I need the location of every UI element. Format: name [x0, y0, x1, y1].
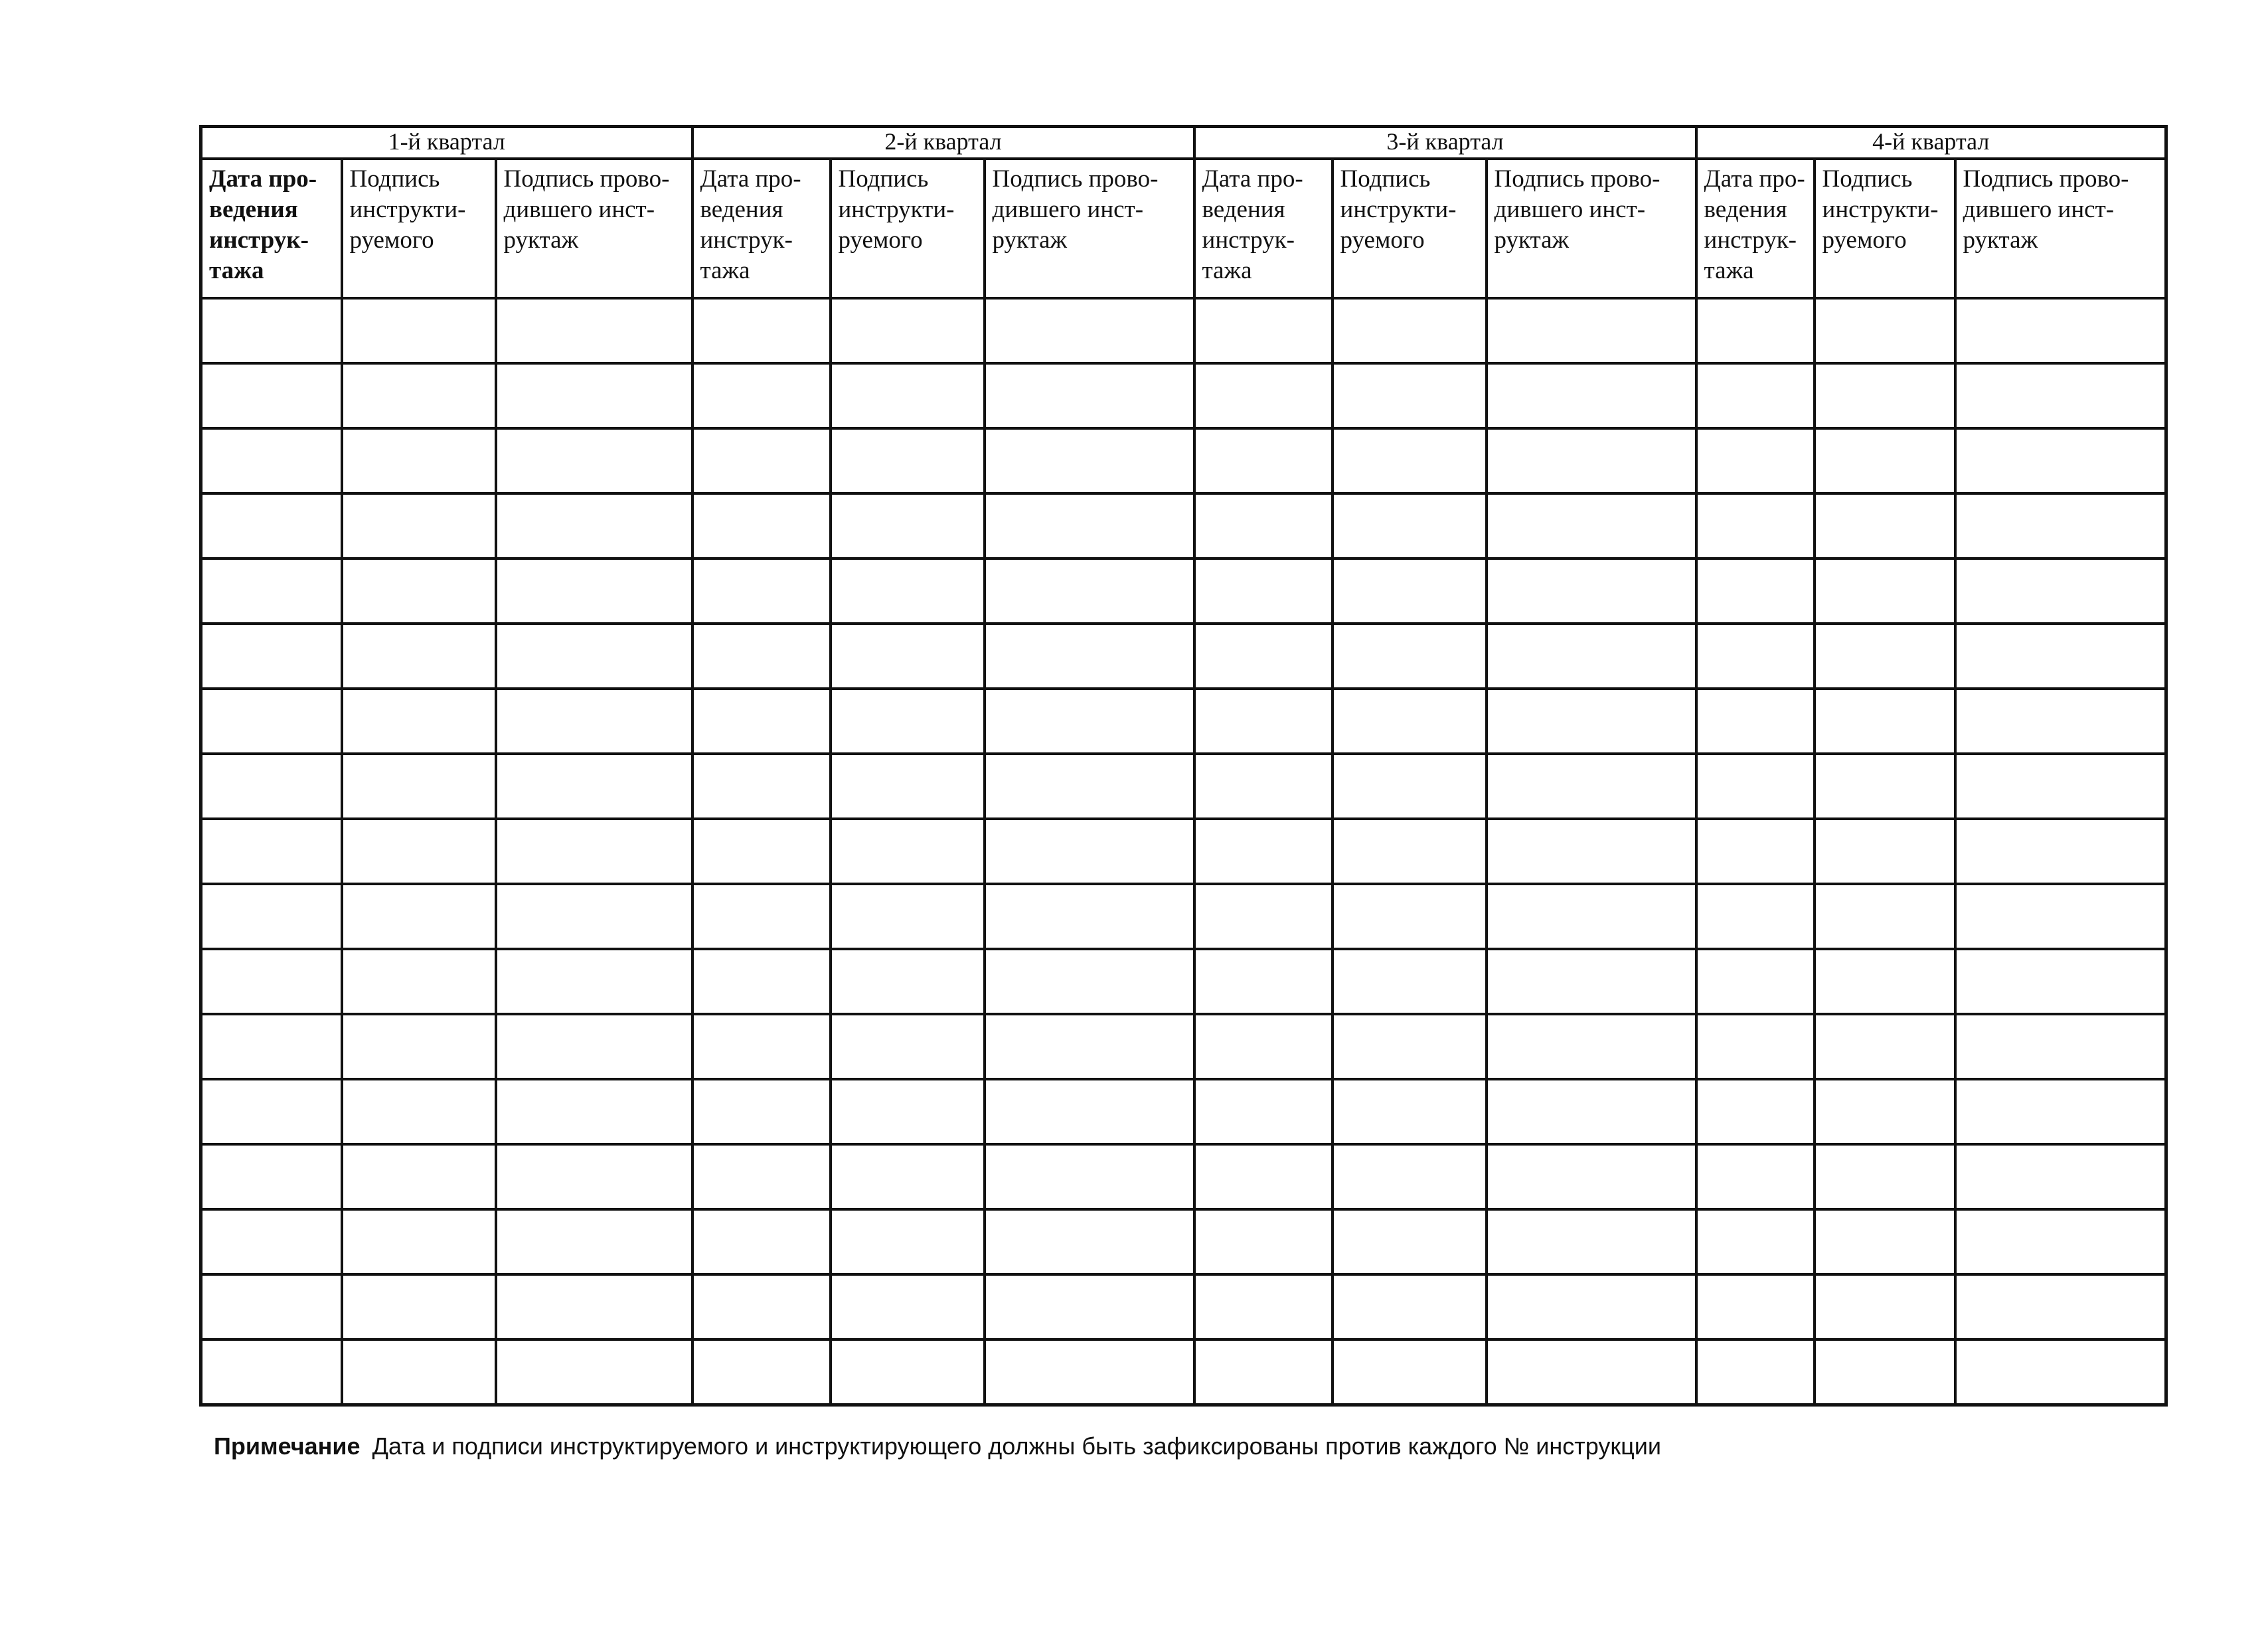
table-cell — [201, 1339, 342, 1405]
table-cell — [1333, 298, 1487, 363]
table-row — [201, 493, 2166, 558]
table-cell — [201, 754, 342, 819]
table-cell — [1696, 493, 1815, 558]
table-cell — [1487, 493, 1696, 558]
table-cell — [831, 1014, 985, 1079]
table-cell — [1815, 1014, 1955, 1079]
table-cell — [1487, 1014, 1696, 1079]
table-cell — [1487, 949, 1696, 1014]
table-cell — [496, 428, 692, 493]
table-cell — [692, 1274, 831, 1339]
table-cell — [201, 1079, 342, 1144]
table-cell — [831, 884, 985, 949]
table-cell — [1955, 689, 2166, 754]
table-cell — [1696, 819, 1815, 884]
table-cell — [692, 298, 831, 363]
table-cell — [692, 949, 831, 1014]
table-cell — [1487, 819, 1696, 884]
table-cell — [1955, 754, 2166, 819]
table-cell — [831, 689, 985, 754]
table-cell — [496, 754, 692, 819]
q3-date-header: Дата про- ведения инструк- тажа — [1194, 159, 1333, 298]
table-cell — [985, 1209, 1194, 1274]
table-cell — [342, 949, 496, 1014]
table-cell — [1815, 298, 1955, 363]
table-cell — [342, 689, 496, 754]
q2-instructed-signature-header: Подпись инструкти- руемого — [831, 159, 985, 298]
table-cell — [1815, 624, 1955, 689]
table-cell — [831, 558, 985, 624]
table-cell — [1696, 624, 1815, 689]
table-cell — [1955, 1014, 2166, 1079]
table-cell — [496, 298, 692, 363]
column-header-row — [201, 159, 2166, 298]
table-cell — [1333, 1079, 1487, 1144]
table-row — [201, 1144, 2166, 1209]
table-cell — [831, 363, 985, 428]
table-row — [201, 624, 2166, 689]
table-cell — [201, 819, 342, 884]
table-cell — [1194, 624, 1333, 689]
table-cell — [201, 949, 342, 1014]
table-cell — [985, 689, 1194, 754]
table-cell — [496, 1079, 692, 1144]
table-cell — [1815, 1274, 1955, 1339]
table-cell — [985, 558, 1194, 624]
table-cell — [692, 1339, 831, 1405]
table-cell — [496, 1014, 692, 1079]
table-cell — [1815, 493, 1955, 558]
table-cell — [1955, 1079, 2166, 1144]
q1-date-header: Дата про- ведения инструк- тажа — [201, 159, 342, 298]
table-cell — [496, 1339, 692, 1405]
table-cell — [1696, 689, 1815, 754]
table-cell — [1487, 1079, 1696, 1144]
table-cell — [201, 298, 342, 363]
table-cell — [201, 624, 342, 689]
table-cell — [201, 884, 342, 949]
table-cell — [1194, 1274, 1333, 1339]
table-cell — [201, 689, 342, 754]
table-cell — [342, 493, 496, 558]
table-cell — [985, 1339, 1194, 1405]
q2-instructor-signature-header: Подпись прово- дившего инст- руктаж — [985, 159, 1194, 298]
table-cell — [1487, 363, 1696, 428]
instruction-log-sheet — [199, 125, 2164, 1407]
q4-instructor-signature-header: Подпись прово- дившего инст- руктаж — [1955, 159, 2166, 298]
table-cell — [342, 754, 496, 819]
table-cell — [1815, 689, 1955, 754]
table-cell — [1487, 689, 1696, 754]
table-cell — [1955, 493, 2166, 558]
table-cell — [1696, 1144, 1815, 1209]
table-cell — [1194, 493, 1333, 558]
table-cell — [1333, 949, 1487, 1014]
table-cell — [1696, 1339, 1815, 1405]
table-cell — [831, 624, 985, 689]
table-cell — [496, 949, 692, 1014]
table-cell — [342, 884, 496, 949]
table-row — [201, 1274, 2166, 1339]
quarter-4-header: 4-й квартал — [1696, 127, 2166, 159]
table-row — [201, 428, 2166, 493]
table-cell — [1815, 363, 1955, 428]
table-cell — [692, 819, 831, 884]
instruction-log-table — [199, 125, 2168, 1407]
table-cell — [342, 624, 496, 689]
table-cell — [692, 363, 831, 428]
table-cell — [1333, 1339, 1487, 1405]
table-cell — [1194, 689, 1333, 754]
table-cell — [692, 689, 831, 754]
table-cell — [1696, 949, 1815, 1014]
table-row — [201, 1209, 2166, 1274]
table-cell — [1487, 428, 1696, 493]
table-cell — [1333, 558, 1487, 624]
table-cell — [1487, 1339, 1696, 1405]
table-cell — [1955, 558, 2166, 624]
table-cell — [692, 884, 831, 949]
table-cell — [1194, 1079, 1333, 1144]
table-cell — [496, 1274, 692, 1339]
table-cell — [1333, 428, 1487, 493]
table-row — [201, 298, 2166, 363]
table-cell — [1333, 624, 1487, 689]
table-cell — [1487, 558, 1696, 624]
q4-date-header: Дата про- ведения инструк- тажа — [1696, 159, 1815, 298]
table-cell — [1194, 1209, 1333, 1274]
table-cell — [831, 1274, 985, 1339]
table-cell — [1815, 558, 1955, 624]
table-cell — [1487, 884, 1696, 949]
table-cell — [1333, 689, 1487, 754]
table-row — [201, 884, 2166, 949]
table-row — [201, 558, 2166, 624]
table-cell — [831, 754, 985, 819]
table-cell — [1487, 754, 1696, 819]
table-cell — [1333, 754, 1487, 819]
table-cell — [1696, 558, 1815, 624]
table-cell — [1955, 298, 2166, 363]
table-cell — [1955, 884, 2166, 949]
table-cell — [692, 1079, 831, 1144]
table-cell — [985, 819, 1194, 884]
table-cell — [1955, 819, 2166, 884]
table-cell — [1333, 819, 1487, 884]
table-cell — [1194, 1144, 1333, 1209]
table-cell — [496, 819, 692, 884]
table-cell — [1815, 949, 1955, 1014]
table-cell — [1487, 1144, 1696, 1209]
table-cell — [1815, 428, 1955, 493]
table-cell — [831, 1209, 985, 1274]
table-cell — [1194, 1339, 1333, 1405]
table-cell — [342, 1209, 496, 1274]
table-row — [201, 754, 2166, 819]
table-cell — [496, 558, 692, 624]
table-cell — [1194, 1014, 1333, 1079]
q1-instructed-signature-header: Подпись инструкти- руемого — [342, 159, 496, 298]
table-cell — [342, 1339, 496, 1405]
table-cell — [496, 884, 692, 949]
table-cell — [342, 428, 496, 493]
table-cell — [1815, 819, 1955, 884]
note-text: Дата и подписи инструктируемого и инструктирующего должны быть зафиксированы против каждого № инструкции — [372, 1432, 1661, 1460]
table-cell — [1696, 428, 1815, 493]
table-cell — [985, 1079, 1194, 1144]
table-cell — [342, 1079, 496, 1144]
q3-instructed-signature-header: Подпись инструкти- руемого — [1333, 159, 1487, 298]
q3-instructor-signature-header: Подпись прово- дившего инст- руктаж — [1487, 159, 1696, 298]
table-cell — [1696, 1079, 1815, 1144]
table-cell — [692, 1144, 831, 1209]
table-cell — [496, 493, 692, 558]
table-row — [201, 689, 2166, 754]
table-row — [201, 1079, 2166, 1144]
table-cell — [1194, 884, 1333, 949]
table-cell — [831, 298, 985, 363]
table-cell — [1194, 558, 1333, 624]
table-cell — [1696, 884, 1815, 949]
table-cell — [1815, 1144, 1955, 1209]
footnote — [214, 1431, 1661, 1462]
table-cell — [1333, 493, 1487, 558]
quarter-1-header: 1-й квартал — [201, 127, 692, 159]
table-cell — [1487, 298, 1696, 363]
table-cell — [1696, 298, 1815, 363]
table-cell — [201, 363, 342, 428]
table-row — [201, 1014, 2166, 1079]
table-cell — [1955, 624, 2166, 689]
table-cell — [1487, 1209, 1696, 1274]
table-cell — [496, 624, 692, 689]
table-cell — [985, 493, 1194, 558]
table-row — [201, 819, 2166, 884]
table-cell — [1487, 1274, 1696, 1339]
table-cell — [1194, 363, 1333, 428]
table-cell — [831, 428, 985, 493]
table-cell — [201, 558, 342, 624]
table-cell — [692, 624, 831, 689]
table-cell — [1955, 1209, 2166, 1274]
table-cell — [985, 884, 1194, 949]
table-cell — [1333, 1209, 1487, 1274]
table-cell — [342, 298, 496, 363]
note-label: Примечание — [214, 1432, 361, 1460]
table-cell — [201, 493, 342, 558]
table-cell — [985, 428, 1194, 493]
table-cell — [201, 1014, 342, 1079]
table-cell — [985, 1144, 1194, 1209]
q1-instructor-signature-header: Подпись прово- дившего инст- руктаж — [496, 159, 692, 298]
table-cell — [1815, 1079, 1955, 1144]
table-cell — [831, 1144, 985, 1209]
table-cell — [1487, 624, 1696, 689]
log-body — [201, 298, 2166, 1405]
q4-instructed-signature-header: Подпись инструкти- руемого — [1815, 159, 1955, 298]
table-cell — [1333, 363, 1487, 428]
table-cell — [496, 363, 692, 428]
table-cell — [1955, 428, 2166, 493]
quarter-3-header: 3-й квартал — [1194, 127, 1696, 159]
table-cell — [1194, 819, 1333, 884]
table-cell — [692, 558, 831, 624]
table-cell — [342, 363, 496, 428]
table-cell — [201, 1144, 342, 1209]
table-cell — [496, 1144, 692, 1209]
table-cell — [692, 493, 831, 558]
table-cell — [1333, 1274, 1487, 1339]
table-cell — [1955, 1274, 2166, 1339]
table-cell — [1815, 1339, 1955, 1405]
table-cell — [1815, 884, 1955, 949]
table-cell — [985, 1014, 1194, 1079]
table-cell — [831, 1079, 985, 1144]
table-cell — [201, 1274, 342, 1339]
table-cell — [831, 493, 985, 558]
table-row — [201, 363, 2166, 428]
table-cell — [831, 819, 985, 884]
table-row — [201, 1339, 2166, 1405]
table-cell — [1696, 1274, 1815, 1339]
quarter-header-row — [201, 127, 2166, 159]
table-row — [201, 949, 2166, 1014]
table-cell — [985, 298, 1194, 363]
table-cell — [1955, 363, 2166, 428]
table-cell — [985, 1274, 1194, 1339]
table-cell — [692, 754, 831, 819]
table-cell — [496, 1209, 692, 1274]
q2-date-header: Дата про- ведения инструк- тажа — [692, 159, 831, 298]
table-cell — [1696, 754, 1815, 819]
table-cell — [692, 428, 831, 493]
table-cell — [985, 754, 1194, 819]
table-cell — [831, 1339, 985, 1405]
table-cell — [1333, 1014, 1487, 1079]
table-cell — [1696, 1014, 1815, 1079]
table-cell — [1815, 1209, 1955, 1274]
table-cell — [1696, 1209, 1815, 1274]
table-cell — [1955, 1144, 2166, 1209]
table-cell — [342, 1274, 496, 1339]
table-cell — [1194, 428, 1333, 493]
table-cell — [1194, 298, 1333, 363]
table-cell — [201, 428, 342, 493]
table-cell — [1333, 884, 1487, 949]
table-cell — [342, 1014, 496, 1079]
table-cell — [692, 1209, 831, 1274]
table-cell — [1955, 949, 2166, 1014]
table-cell — [1333, 1144, 1487, 1209]
table-cell — [342, 1144, 496, 1209]
table-cell — [692, 1014, 831, 1079]
table-cell — [342, 819, 496, 884]
table-cell — [1815, 754, 1955, 819]
table-cell — [496, 689, 692, 754]
table-cell — [201, 1209, 342, 1274]
table-cell — [1194, 949, 1333, 1014]
table-cell — [831, 949, 985, 1014]
table-cell — [985, 949, 1194, 1014]
table-cell — [985, 624, 1194, 689]
table-cell — [1194, 754, 1333, 819]
table-cell — [1696, 363, 1815, 428]
table-cell — [342, 558, 496, 624]
table-cell — [1955, 1339, 2166, 1405]
table-cell — [985, 363, 1194, 428]
quarter-2-header: 2-й квартал — [692, 127, 1194, 159]
